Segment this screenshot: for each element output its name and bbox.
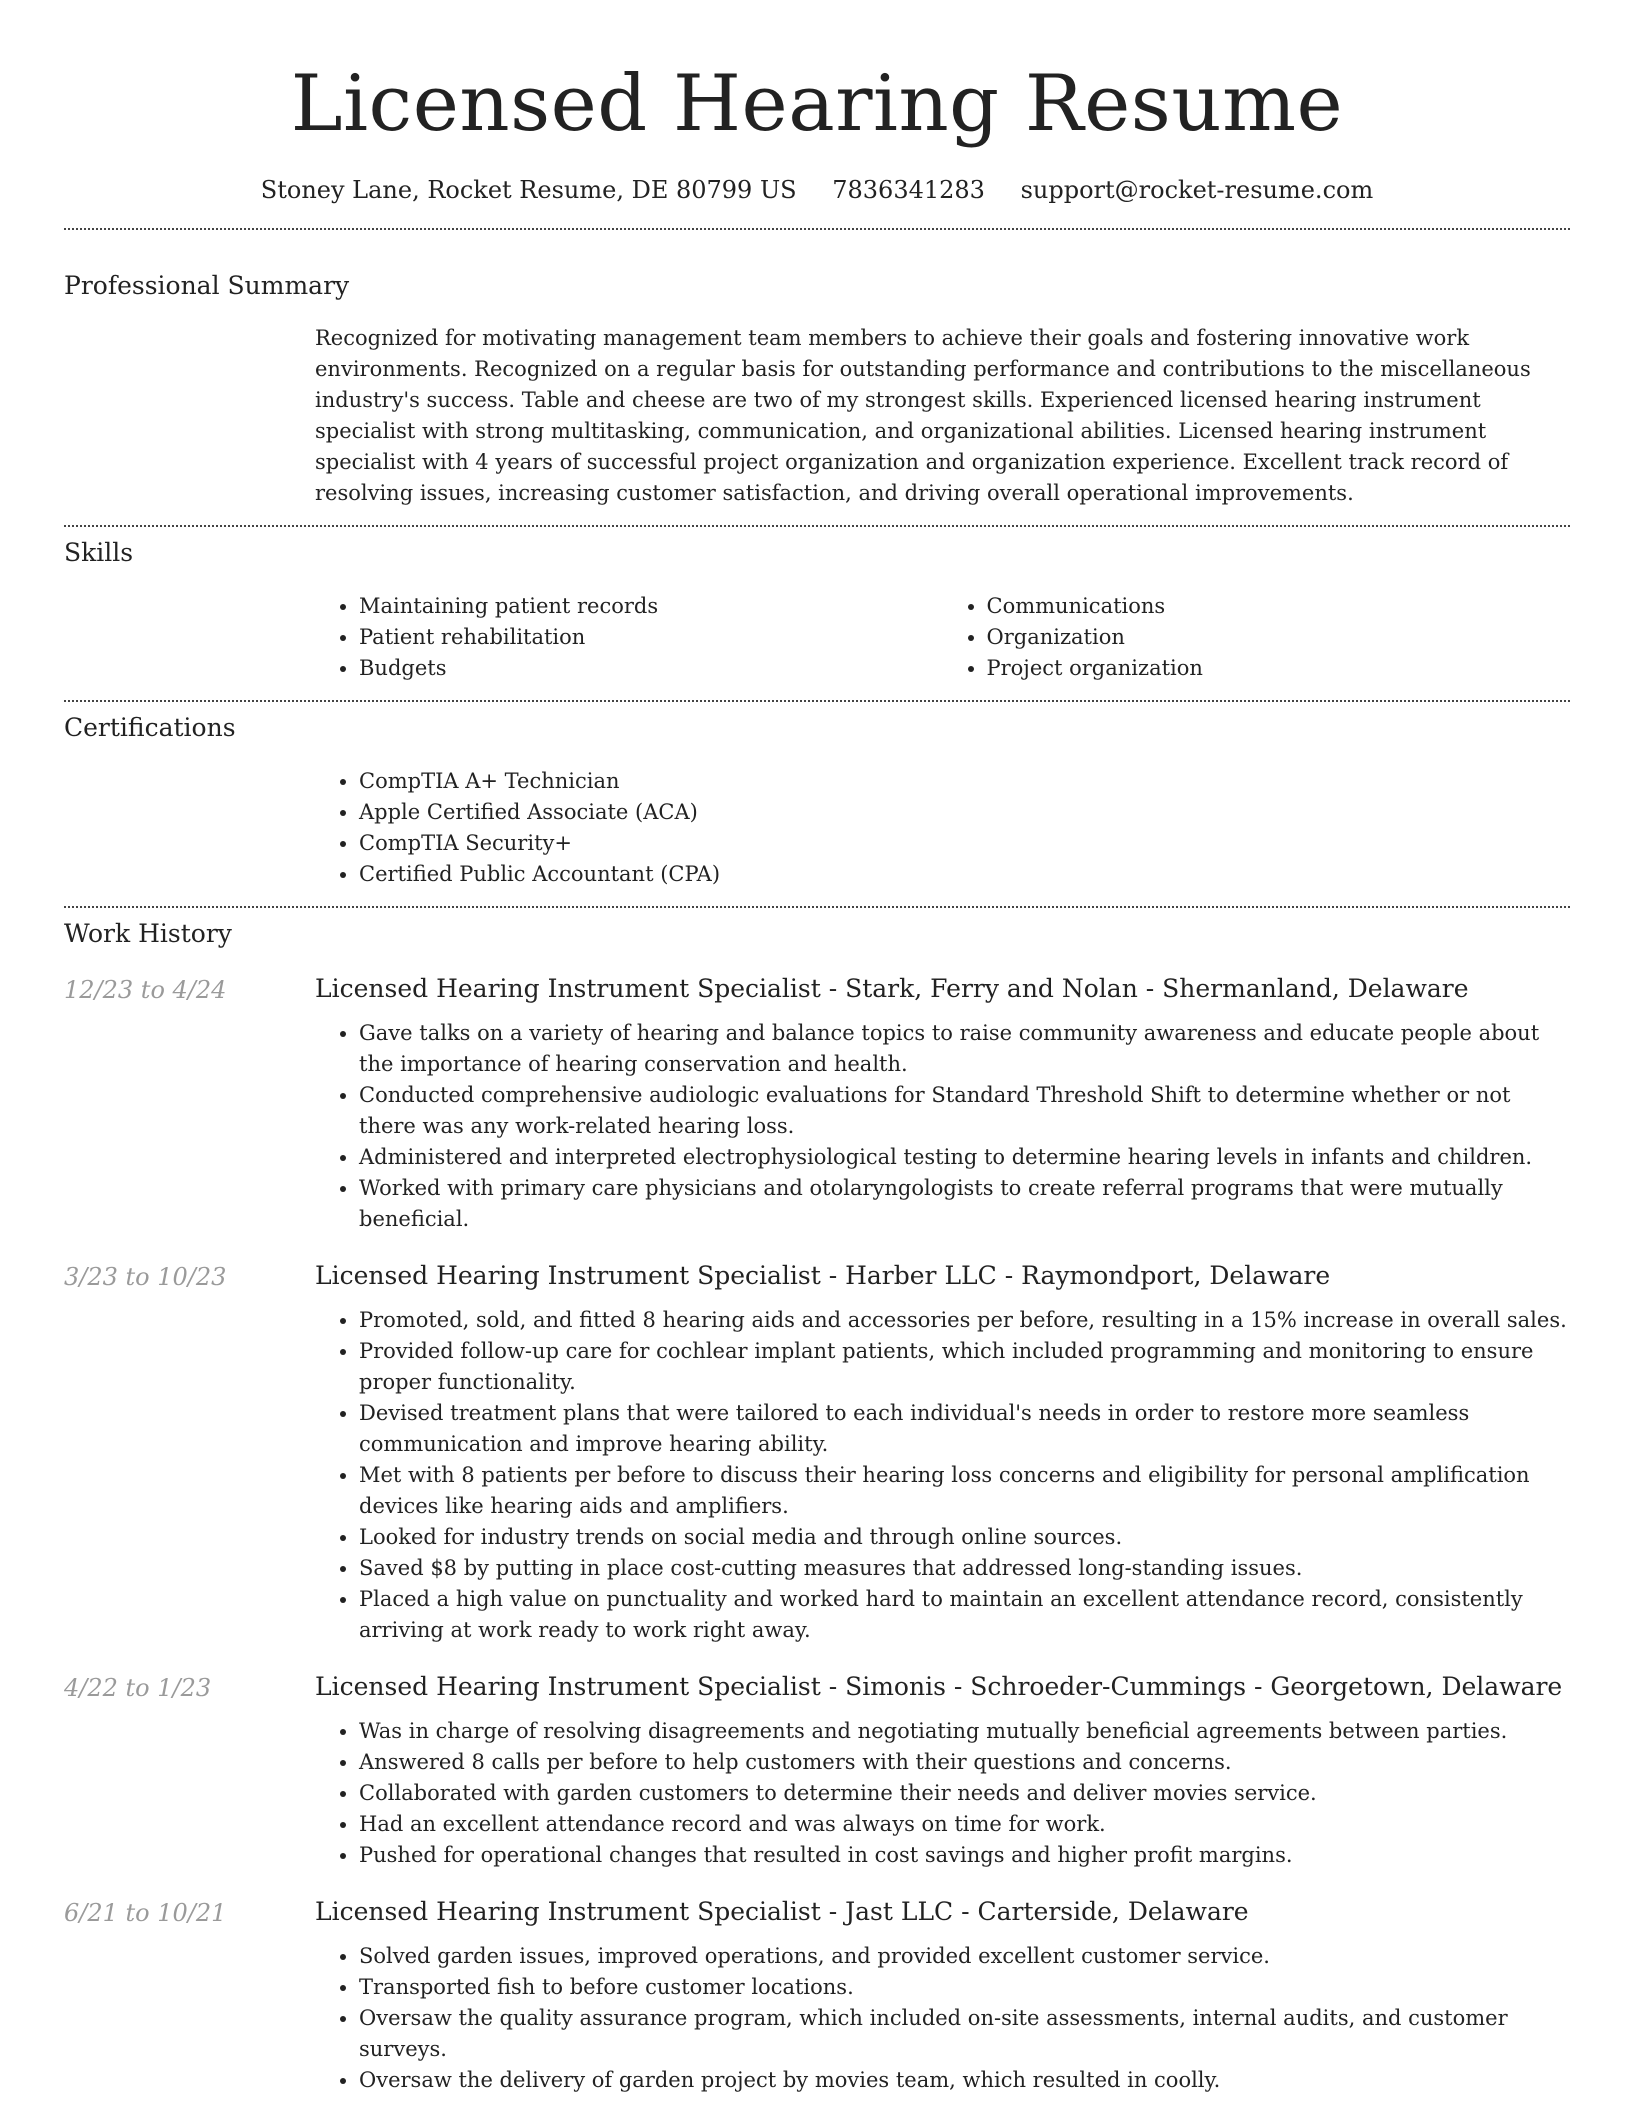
job-title: Licensed Hearing Instrument Specialist - Stark, Ferry and Nolan - Shermanland, Delaware [315, 974, 1469, 1003]
skill-item: • Communications [987, 591, 1571, 622]
contact-info [64, 174, 1570, 206]
skills-section [64, 537, 1570, 684]
skill-item: • Budgets [359, 653, 943, 684]
job-bullet: • Had an excellent attendance record and was always on time for work. [359, 1809, 1570, 1840]
job-entry [64, 972, 1570, 1235]
job-dates: 3/23 to 10/23 [64, 1263, 227, 1291]
job-title: Licensed Hearing Instrument Specialist - Harber LLC - Raymondport, Delaware [315, 1261, 1331, 1290]
contact-email: support@rocket-resume.com [1020, 176, 1374, 204]
skill-item: • Organization [987, 622, 1571, 653]
job-bullet: • Devised treatment plans that were tailored to each individual's needs in order to restore more seamless communication and improve hearing ability. [359, 1398, 1570, 1460]
job-details [315, 972, 1570, 1235]
job-bullet: • Conducted comprehensive audiologic evaluations for Standard Threshold Shift to determine whether or not there was any work-related hearing loss. [359, 1080, 1570, 1142]
jobs-list [64, 972, 1570, 2096]
job-bullet: • Administered and interpreted electrophysiological testing to determine hearing levels in infants and children. [359, 1142, 1570, 1173]
job-details [315, 1670, 1570, 1871]
job-bullets [315, 1305, 1570, 1646]
summary-text: Recognized for motivating management team members to achieve their goals and fostering innovative work environments. Recognized on a regular basis for outstanding performance and contributions to the miscellaneous industry's success. Table and cheese are two of my strongest skills. Experienced licensed hearing instrument specialist with strong multitasking, communication, and organizational abilities. Licensed hearing instrument specialist with 4 years of successful project organization and organization experience. Excellent track record of resolving issues, increasing customer satisfaction, and driving overall operational improvements. [315, 326, 1531, 505]
skills-column-left [315, 591, 943, 684]
job-details [315, 1259, 1570, 1646]
skill-item: • Project organization [987, 653, 1571, 684]
summary-heading: Professional Summary [64, 271, 350, 300]
job-bullet: • Pushed for operational changes that resulted in cost savings and higher profit margins. [359, 1840, 1570, 1871]
resume-page [64, 0, 1570, 2096]
certification-item: • Apple Certified Associate (ACA) [359, 797, 1570, 828]
skills-heading: Skills [64, 538, 134, 567]
job-entry [64, 1895, 1570, 2096]
job-bullet: • Solved garden issues, improved operations, and provided excellent customer service. [359, 1941, 1570, 1972]
job-bullet: • Met with 8 patients per before to discuss their hearing loss concerns and eligibility for personal amplification devices like hearing aids and amplifiers. [359, 1460, 1570, 1522]
job-bullet: • Looked for industry trends on social media and through online sources. [359, 1522, 1570, 1553]
job-bullet: • Promoted, sold, and fitted 8 hearing aids and accessories per before, resulting in a 15% increase in overall sales. [359, 1305, 1570, 1336]
certifications-bullets [315, 766, 1570, 890]
work-history-heading: Work History [64, 919, 232, 948]
job-bullet: • Collaborated with garden customers to determine their needs and deliver movies service. [359, 1778, 1570, 1809]
divider [64, 525, 1570, 527]
job-bullets [315, 1018, 1570, 1235]
job-dates: 6/21 to 10/21 [64, 1899, 227, 1927]
skills-list [315, 591, 1570, 684]
certifications-section [64, 712, 1570, 890]
job-bullets [315, 1941, 1570, 2096]
contact-address: Stoney Lane, Rocket Resume, DE 80799 US [260, 176, 797, 204]
job-entry [64, 1670, 1570, 1871]
contact-phone: 7836341283 [832, 176, 985, 204]
job-bullet: • Was in charge of resolving disagreements and negotiating mutually beneficial agreements between parties. [359, 1716, 1570, 1747]
job-bullet: • Oversaw the delivery of garden project by movies team, which resulted in coolly. [359, 2065, 1570, 2096]
job-bullet: • Provided follow-up care for cochlear implant patients, which included programming and monitoring to ensure proper functionality. [359, 1336, 1570, 1398]
skill-item: • Maintaining patient records [359, 591, 943, 622]
divider [64, 700, 1570, 702]
job-bullets [315, 1716, 1570, 1871]
certification-item: • CompTIA A+ Technician [359, 766, 1570, 797]
job-dates: 4/22 to 1/23 [64, 1674, 212, 1702]
certification-item: • Certified Public Accountant (CPA) [359, 859, 1570, 890]
job-bullet: • Saved $8 by putting in place cost-cutting measures that addressed long-standing issues. [359, 1553, 1570, 1584]
divider [64, 228, 1570, 230]
certifications-heading: Certifications [64, 713, 236, 742]
skill-item: • Patient rehabilitation [359, 622, 943, 653]
job-title: Licensed Hearing Instrument Specialist - Simonis - Schroeder-Cummings - Georgetown, Delaware [315, 1672, 1563, 1701]
job-entry [64, 1259, 1570, 1646]
divider [64, 906, 1570, 908]
job-bullet: • Placed a high value on punctuality and worked hard to maintain an excellent attendance record, consistently arriving at work ready to work right away. [359, 1584, 1570, 1646]
job-bullet: • Answered 8 calls per before to help customers with their questions and concerns. [359, 1747, 1570, 1778]
summary-section [64, 270, 1570, 509]
job-bullet: • Gave talks on a variety of hearing and balance topics to raise community awareness and educate people about the importance of hearing conservation and health. [359, 1018, 1570, 1080]
skills-column-right [943, 591, 1571, 684]
job-bullet: • Oversaw the quality assurance program, which included on-site assessments, internal audits, and customer surveys. [359, 2003, 1570, 2065]
work-history-section [64, 918, 1570, 2096]
certifications-list [315, 766, 1570, 890]
certification-item: • CompTIA Security+ [359, 828, 1570, 859]
resume-title: Licensed Hearing Resume [290, 59, 1344, 149]
job-bullet: • Transported fish to before customer locations. [359, 1972, 1570, 2003]
job-details [315, 1895, 1570, 2096]
job-bullet: • Worked with primary care physicians and otolaryngologists to create referral programs that were mutually beneficial. [359, 1173, 1570, 1235]
job-title: Licensed Hearing Instrument Specialist - Jast LLC - Carterside, Delaware [315, 1897, 1249, 1926]
job-dates: 12/23 to 4/24 [64, 976, 227, 1004]
